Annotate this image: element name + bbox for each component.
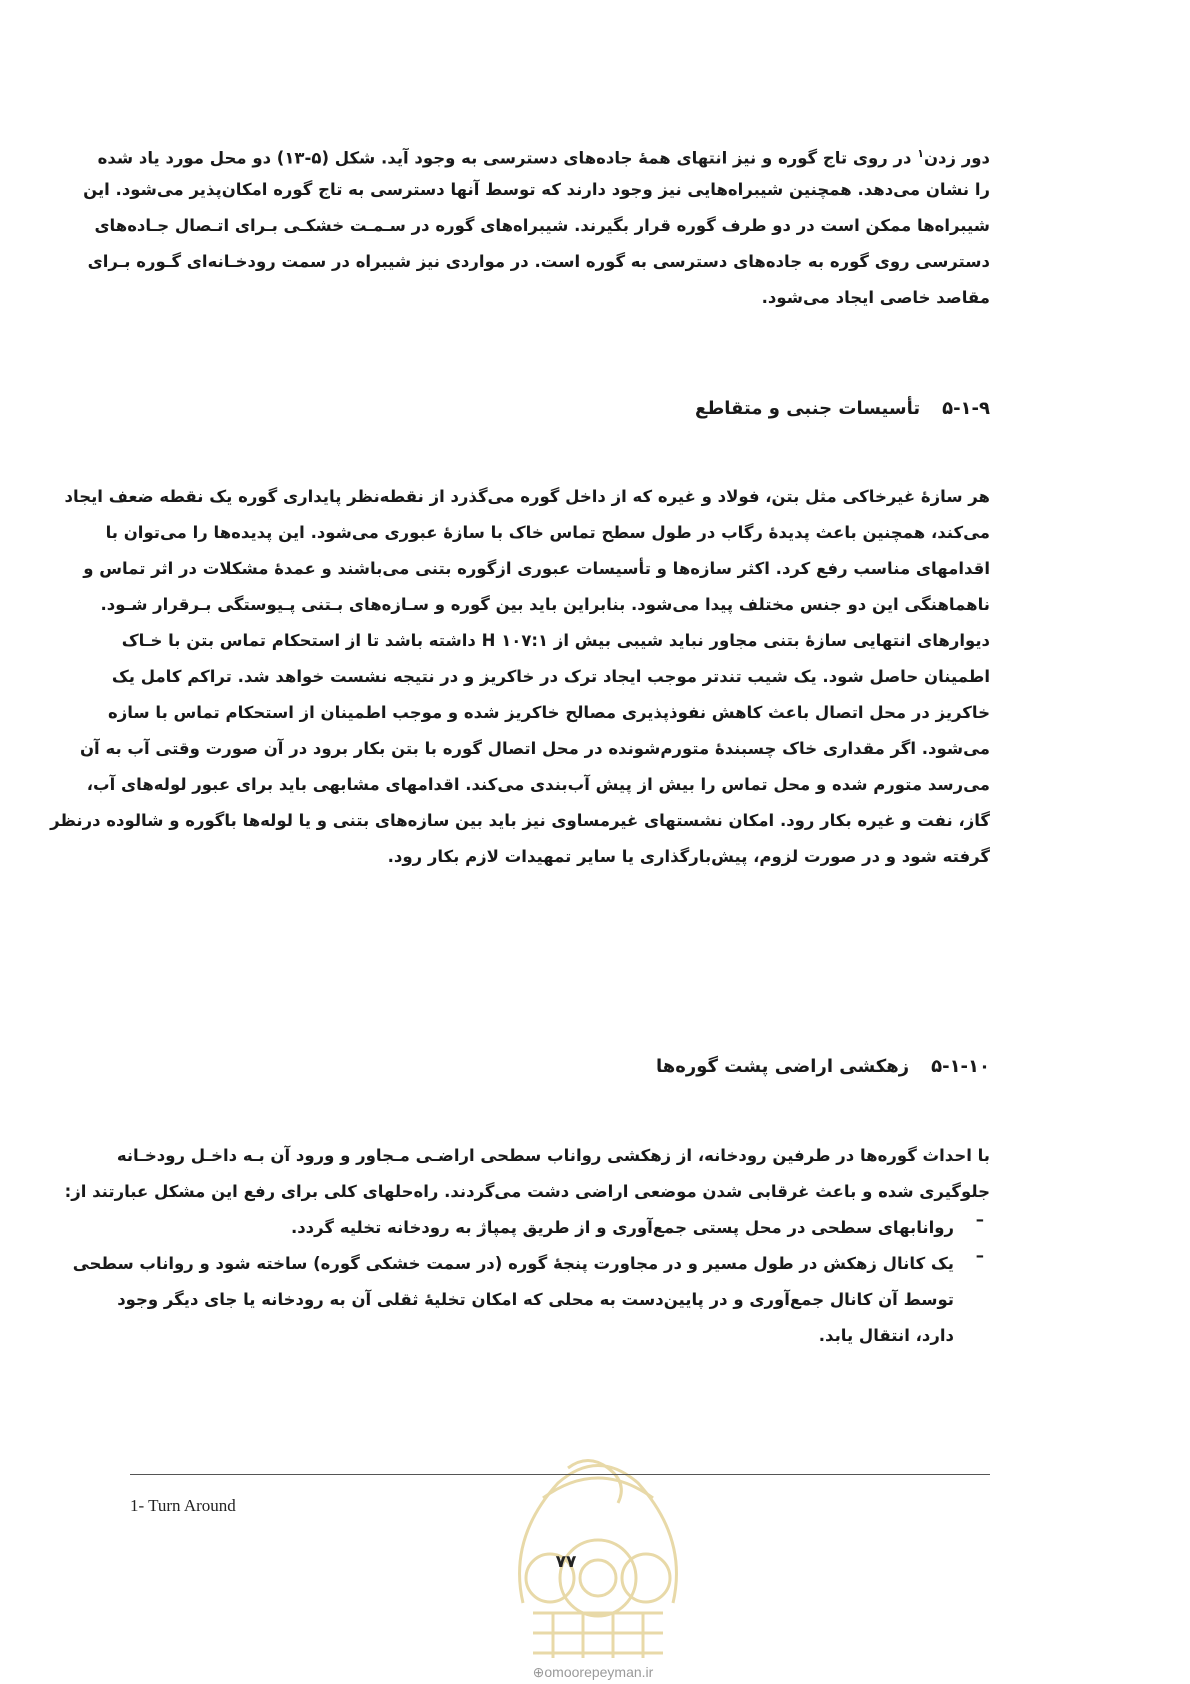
section-heading-auxiliary-facilities <box>138 394 990 424</box>
paragraph-line: ناهماهنگی این دو جنس مختلف پیدا می‌شود. بنابراین باید بین گوره و سـازه‌های بـتنی پـیوستگی بـرقرار شـود. <box>100 595 990 614</box>
footnote: 1- Turn Around <box>130 1496 236 1515</box>
paragraph-line: جلوگیری شده و باعث غرقابی شدن موضعی اراضی دشت می‌گردند. راه‌حلهای کلی برای رفع این مشکل عبارتند از: <box>64 1182 990 1201</box>
list-item-line: دارد، انتقال یابد. <box>818 1326 954 1345</box>
paragraph-text: دور زدن <box>923 148 990 168</box>
paragraph-line: مقاصد خاصی ایجاد می‌شود. <box>761 288 990 307</box>
paragraph-line: هر سازهٔ غیرخاکی مثل بتن، فولاد و غیره که از داخل گوره می‌گذرد از نقطه‌نظر پایداری گوره یک نقطه ضعف ایجاد <box>64 487 990 506</box>
paragraph-line: می‌رسد متورم شده و محل تماس را بیش از پیش آب‌بندی می‌کند. اقدامهای مشابهی باید برای عبور لوله‌های آب، <box>86 775 990 794</box>
paragraph-line: دسترسی روی گوره به جاده‌های دسترسی به گوره است. در مواردی نیز شیبراه در سمت رودخـانه‌ای گـوره بـرای <box>87 252 990 271</box>
paragraph-line: می‌شود. اگر مقداری خاک چسبندهٔ متورم‌شونده در محل اتصال گوره با بتن بکار برود در آن صورت وقتی آب به آن <box>79 739 990 758</box>
globe-icon: ⊕ <box>532 1664 545 1680</box>
section-number: ۵-۱-۱۰ <box>931 1056 990 1077</box>
section-title: زهکشی اراضی پشت گوره‌ها <box>656 1056 910 1077</box>
paragraph-drainage <box>64 1138 990 1354</box>
page-number: ۷۷ <box>555 1552 577 1572</box>
paragraph-line: اقدامهای مناسب رفع کرد. اکثر سازه‌ها و تأسیسات عبوری ازگوره بتنی می‌باشند و عمدهٔ مشکلات در اثر تماس و <box>83 559 990 578</box>
paragraph-line <box>97 136 990 172</box>
section-number: ۵-۱-۹ <box>942 398 990 419</box>
list-item-line: یک کانال زهکش در طول مسیر و در مجاورت پنجهٔ گوره (در سمت خشکی گوره) ساخته شود و رواناب سطحی <box>72 1254 954 1273</box>
watermark-logo <box>488 1428 708 1658</box>
paragraph-line: خاکریز در محل اتصال باعث کاهش نفوذپذیری مصالح خاکریز شده و موجب اطمینان از استحکام تماس با سازه <box>107 703 990 722</box>
paragraph-turnaround <box>83 136 990 316</box>
footnote-reference: ۱ <box>917 147 924 160</box>
section-title: تأسیسات جنبی و متقاطع <box>695 398 921 419</box>
section-heading-drainage <box>138 1052 990 1082</box>
paragraph-line: دیوارهای انتهایی سازهٔ بتنی مجاور نباید شیبی بیش از H ۱۰۷:۱ داشته باشد تا از استحکام تماس بتن با خـاک <box>121 631 990 650</box>
paragraph-line: می‌کند، همچنین باعث پدیدهٔ رگاب در طول سطح تماس خاک با سازهٔ عبوری می‌شود. این پدیده‌ها را می‌توان با <box>105 523 990 542</box>
paragraph-text: در روی تاج گوره و نیز انتهای همهٔ جاده‌های دسترسی به وجود آید. شکل (۵-۱۳) دو محل مورد یاد شده <box>97 148 912 168</box>
watermark-text: omoorepeyman.ir <box>544 1664 654 1680</box>
paragraph-line: با احداث گوره‌ها در طرفین رودخانه، از زهکشی رواناب سطحی اراضـی مـجاور و ورود آن بـه داخـل رودخـانه <box>116 1146 990 1165</box>
paragraph-crossing-structures <box>50 479 990 875</box>
list-item-line: توسط آن کانال جمع‌آوری و در پایین‌دست به محلی که امکان تخلیهٔ ثقلی آن به رودخانه یا جای دیگر وجود <box>117 1290 954 1309</box>
watermark-url <box>478 1664 708 1681</box>
bullet-marker: – <box>975 1246 984 1265</box>
footnote-separator <box>130 1474 990 1475</box>
bullet-marker: – <box>975 1210 984 1229</box>
list-item <box>138 1210 990 1246</box>
paragraph-line: را نشان می‌دهد. همچنین شیبراه‌هایی نیز وجود دارند که توسط آنها دسترسی به تاج گوره امکان‌پذیر می‌شود. این <box>83 180 990 199</box>
list-item <box>72 1246 990 1354</box>
paragraph-line: شیبراه‌ها ممکن است در دو طرف گوره قرار بگیرند. شیبراه‌های گوره در سـمـت خشکـی بـرای اتـصال جـاده‌های <box>94 216 990 235</box>
paragraph-line: گرفته شود و در صورت لزوم، پیش‌بارگذاری یا سایر تمهیدات لازم بکار رود. <box>387 847 990 866</box>
paragraph-line: اطمینان حاصل شود. یک شیب تندتر موجب ایجاد ترک در خاکریز و در نتیجه نشست خواهد شد. تراکم کامل یک <box>111 667 990 686</box>
paragraph-line: گاز، نفت و غیره بکار رود. امکان نشستهای غیرمساوی نیز باید بین سازه‌های بتنی و یا لوله‌ها باگوره و شالوده درنظر <box>50 811 990 830</box>
list-item-line: روانابهای سطحی در محل پستی جمع‌آوری و از طریق پمپاژ به رودخانه تخلیه گردد. <box>290 1218 954 1237</box>
